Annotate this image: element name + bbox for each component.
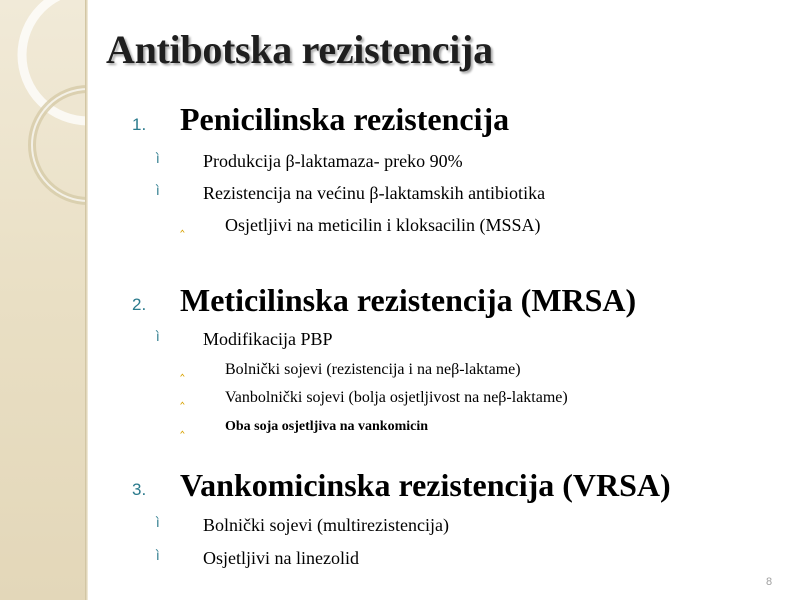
section-1-bullet-2: Rezistencija na većinu β-laktamskih antibiotika — [203, 183, 546, 203]
section-3-bullet-2: Osjetljivi na linezolid — [203, 548, 359, 568]
section-2-number: 2. — [132, 295, 147, 314]
section-2-bullet-1: Modifikacija PBP — [203, 329, 333, 349]
page-number: 8 — [766, 576, 773, 588]
bullet-icon: ì — [156, 184, 160, 199]
bullet-icon: ì — [156, 152, 160, 167]
subbullet-icon: ‸ — [180, 361, 185, 377]
section-1-number: 1. — [132, 115, 147, 134]
section-3-number: 3. — [132, 480, 147, 499]
section-2-subbullet-3: Oba soja osjetljiva na vankomicin — [225, 419, 429, 434]
bullet-icon: ì — [156, 516, 160, 531]
bullet-icon: ì — [156, 549, 160, 564]
section-2-subbullet-2: Vanbolnički sojevi (bolja osjetljivost na neβ-laktame) — [225, 389, 568, 406]
section-2-subbullet-1: Bolnički sojevi (rezistencija i na neβ-laktame) — [225, 361, 521, 378]
side-panel-edge — [85, 0, 88, 600]
slide-title: Antibotska rezistencija — [106, 27, 493, 72]
section-1-heading: Penicilinska rezistencija — [180, 101, 510, 137]
subbullet-icon: ‸ — [180, 418, 185, 434]
section-2-heading: Meticilinska rezistencija (MRSA) — [180, 282, 637, 318]
subbullet-icon: ‸ — [180, 389, 185, 405]
bullet-icon: ì — [156, 330, 160, 345]
decorative-side-panel — [0, 0, 88, 600]
section-1-subbullet-1: Osjetljivi na meticilin i kloksacilin (MSSA) — [225, 215, 541, 235]
subbullet-icon: ‸ — [180, 217, 185, 233]
section-3-heading: Vankomicinska rezistencija (VRSA) — [180, 467, 671, 503]
section-3-bullet-1: Bolnički sojevi (multirezistencija) — [203, 515, 449, 535]
decorative-circles-icon — [0, 0, 88, 600]
section-1-bullet-1: Produkcija β-laktamaza- preko 90% — [203, 151, 463, 171]
